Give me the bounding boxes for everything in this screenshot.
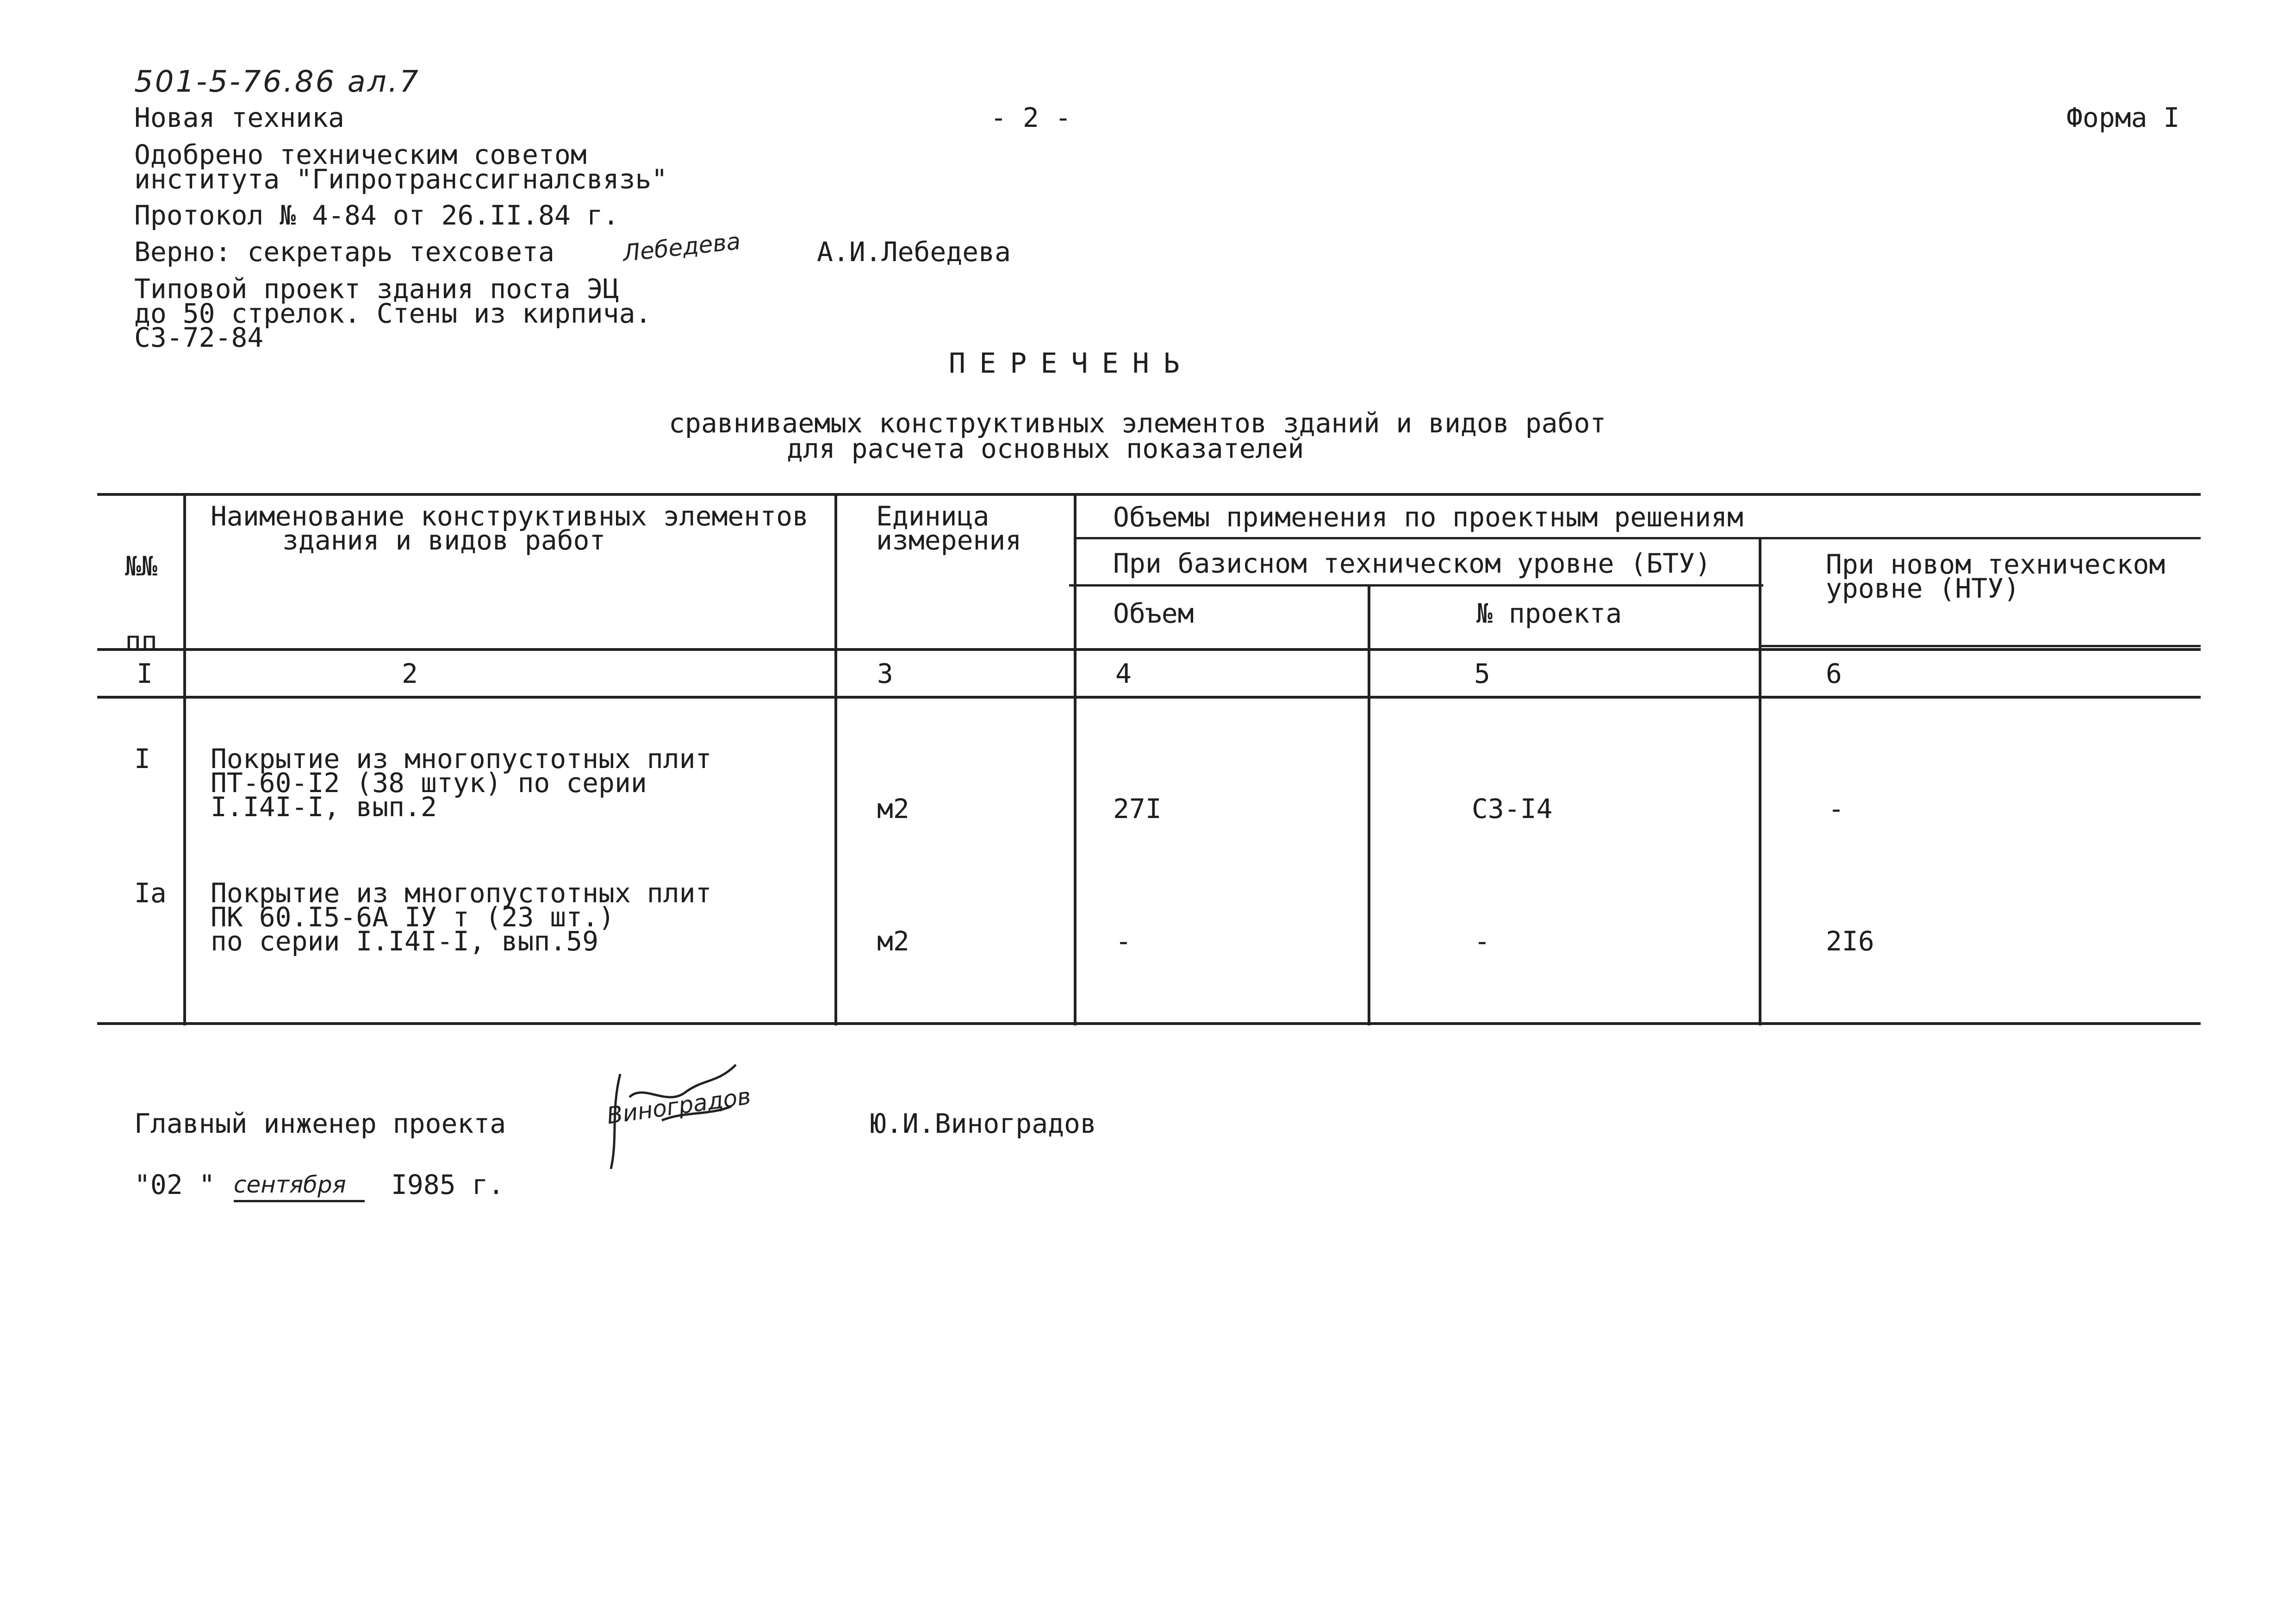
colnum-2: 2 <box>402 658 418 689</box>
row-project: С3-I4 <box>1472 793 1553 824</box>
form-label: Форма I <box>2066 102 2180 133</box>
secretary-name: А.И.Лебедева <box>817 236 1011 268</box>
new-tech-label: Новая техника <box>134 102 344 133</box>
header-unit-1: Единица <box>876 500 989 532</box>
row-ntu: 2I6 <box>1826 925 1874 957</box>
header-name-1: Наименование конструктивных элементов <box>211 500 809 532</box>
secretary-label: Верно: секретарь техсовета <box>134 236 554 268</box>
header-ntu-1: При новом техническом <box>1826 549 2165 580</box>
document-subtitle-1: сравниваемых конструктивных элементов зданий и видов работ <box>669 407 1606 439</box>
chief-engineer-label: Главный инженер проекта <box>134 1108 506 1139</box>
approved-line-1: Одобрено техническим советом <box>134 139 587 170</box>
project-line-3: С3-72-84 <box>134 322 264 353</box>
header-name-2: здания и видов работ <box>282 525 606 556</box>
header-btu: При базисном техническом уровне (БТУ) <box>1113 548 1711 579</box>
row-num: Iа <box>134 877 167 909</box>
table-header-rule <box>97 648 2201 651</box>
row-name-line-3: I.I4I-I, вып.2 <box>211 791 437 823</box>
colnum-6: 6 <box>1826 658 1842 689</box>
colnum-4: 4 <box>1115 658 1132 689</box>
header-unit-2: измерения <box>876 525 1022 556</box>
project-line-1: Типовой проект здания поста ЭЦ <box>134 273 619 305</box>
secretary-signature: Лебедева <box>621 227 742 267</box>
table-volumes-rule <box>1076 537 2201 539</box>
colnum-5: 5 <box>1474 658 1490 689</box>
document-title: ПЕРЕЧЕНЬ <box>949 347 1194 380</box>
row-num: I <box>134 743 150 775</box>
table-col-divider-4 <box>1368 584 1370 1025</box>
project-line-2: до 50 стрелок. Стены из кирпича. <box>134 298 652 329</box>
row-volume: 27I <box>1113 793 1162 824</box>
row-name-line-2: ПТ-60-I2 (38 штук) по серии <box>211 767 647 799</box>
row-name-line-1: Покрытие из многопустотных плит <box>211 877 712 909</box>
row-name-line-2: ПК 60.I5-6А IУ т (23 шт.) <box>211 901 615 933</box>
date-year: I985 г. <box>391 1169 504 1200</box>
row-unit: м2 <box>877 925 909 957</box>
header-ntu-2: уровне (НТУ) <box>1826 573 2020 604</box>
table-col-divider-3 <box>1074 493 1076 1025</box>
date-month: сентября <box>234 1171 365 1202</box>
table-btu-rule <box>1069 584 1763 587</box>
table-col-divider-5 <box>1759 537 1761 1025</box>
row-name-line-1: Покрытие из многопустотных плит <box>211 743 712 775</box>
table-col-divider-2 <box>834 493 837 1025</box>
table-top-rule <box>97 493 2201 496</box>
chief-engineer-name: Ю.И.Виноградов <box>870 1108 1096 1139</box>
row-name-line-3: по серии I.I4I-I, вып.59 <box>211 925 599 957</box>
header-volumes: Объемы применения по проектным решениям <box>1113 501 1743 533</box>
chief-engineer-signature: Виноградов <box>605 1082 753 1130</box>
colnum-1: I <box>137 658 153 689</box>
date-day: "02 " <box>134 1169 215 1200</box>
header-num: №№ пп <box>125 550 157 657</box>
document-subtitle-2: для расчета основных показателей <box>787 433 1304 464</box>
table-ntu-rule <box>1761 645 2201 647</box>
row-volume: - <box>1115 925 1132 957</box>
row-ntu: - <box>1828 793 1844 824</box>
handwritten-code: 501-5-76.86 ал.7 <box>134 65 420 99</box>
table-bottom-rule <box>97 1022 2201 1025</box>
page-number: - 2 - <box>990 102 1071 133</box>
row-unit: м2 <box>877 793 909 824</box>
header-volume: Объем <box>1113 598 1194 629</box>
chief-signature-stroke <box>592 1056 753 1181</box>
header-project-no: № проекта <box>1476 598 1622 629</box>
approved-line-2: института "Гипротранссигналсвязь" <box>134 163 668 195</box>
table-col-divider-1 <box>183 493 186 1025</box>
table-colnum-rule <box>97 696 2201 699</box>
colnum-3: 3 <box>877 658 893 689</box>
row-project: - <box>1474 925 1490 957</box>
protocol-line: Протокол № 4-84 от 26.II.84 г. <box>134 200 619 231</box>
